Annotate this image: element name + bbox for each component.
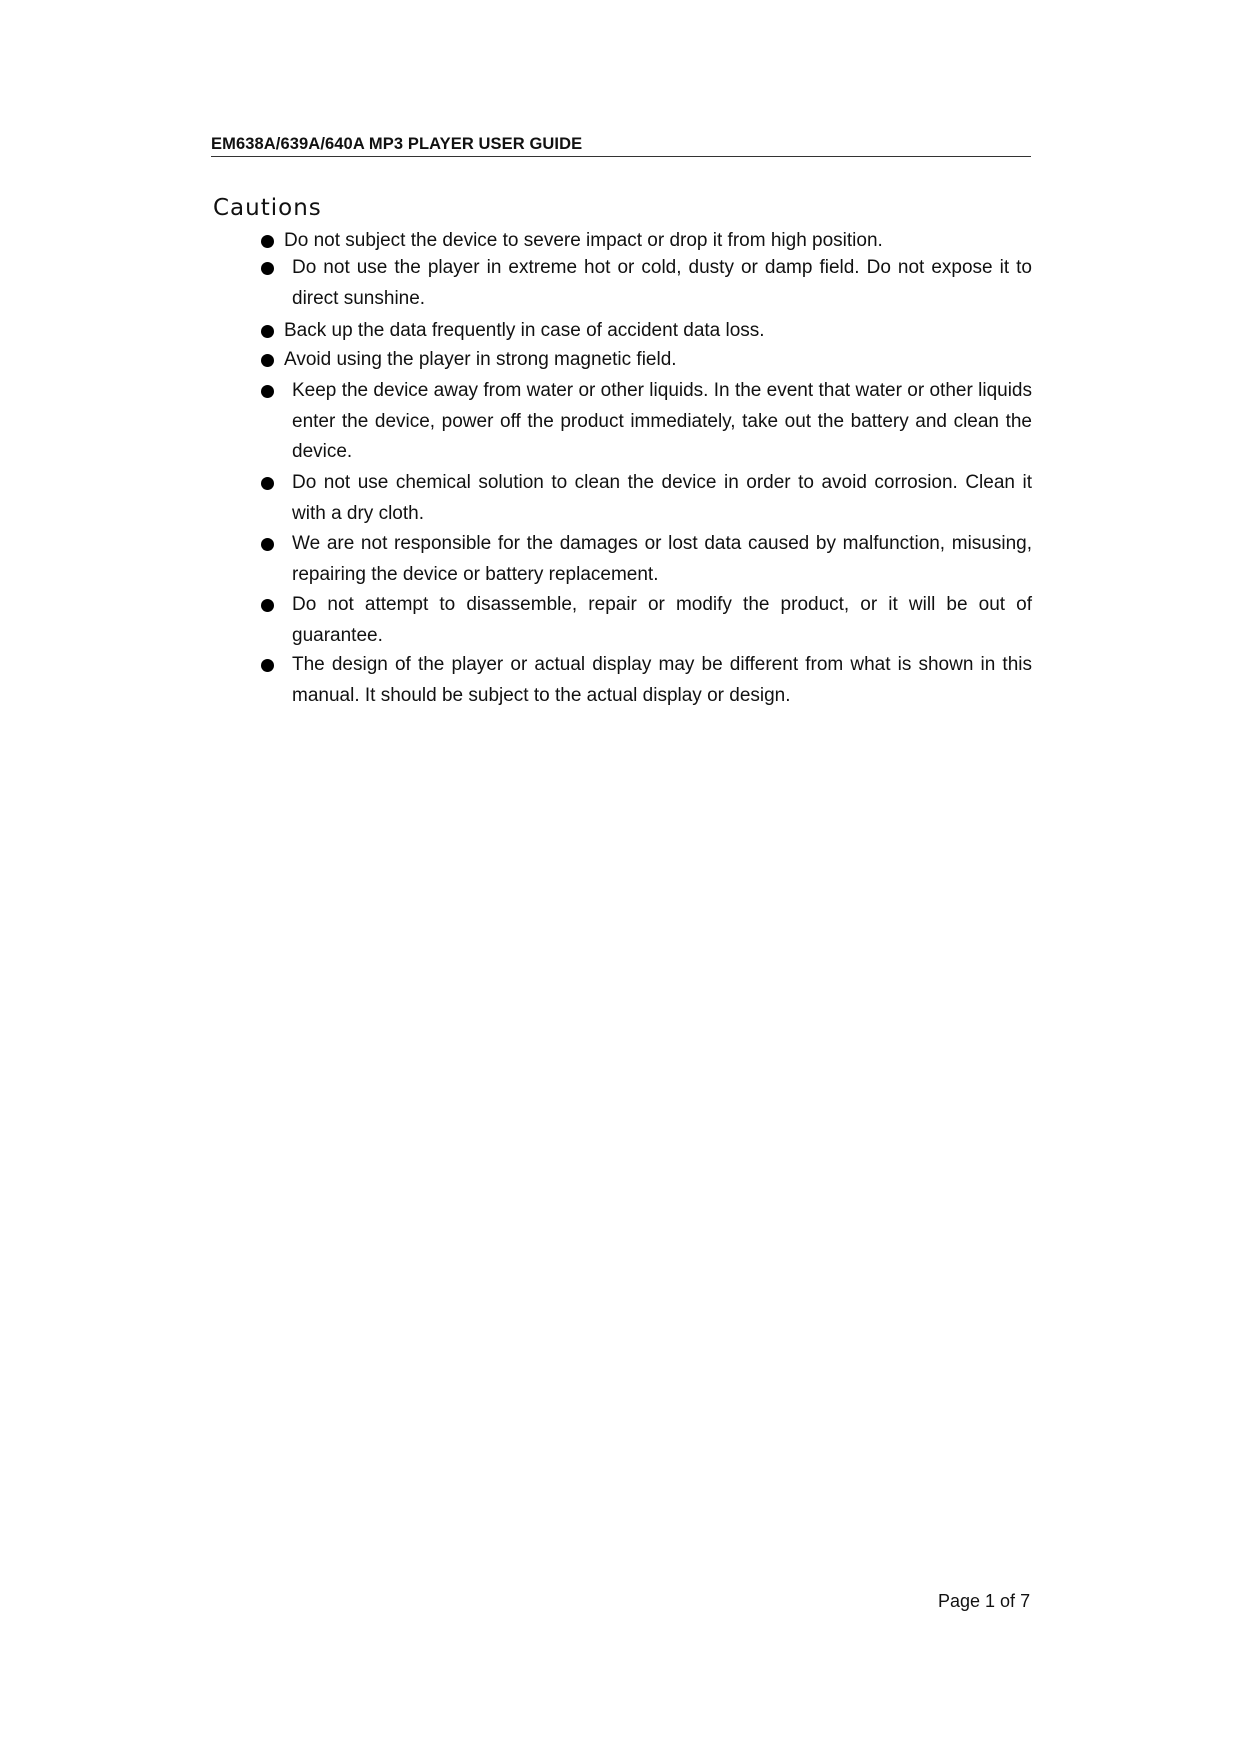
caution-text: Back up the data frequently in case of accident data loss. xyxy=(284,320,765,341)
page-number: Page 1 of 7 xyxy=(938,1591,1031,1611)
bullet-icon xyxy=(261,599,274,612)
bullet-icon xyxy=(261,477,274,490)
caution-text: The design of the player or actual display may be different from what is shown in this manual. It should be subject to the actual display or design. xyxy=(292,654,1032,706)
bullet-icon xyxy=(261,659,274,672)
bullet-icon xyxy=(261,538,274,551)
bullet-icon xyxy=(261,262,274,275)
page-header xyxy=(211,134,1031,157)
header-title: EM638A/639A/640A MP3 PLAYER USER GUIDE xyxy=(211,135,583,153)
caution-text: Do not use the player in extreme hot or cold, dusty or damp field. Do not expose it to direct sunshine. xyxy=(292,257,1032,309)
caution-text: Do not subject the device to severe impact or drop it from high position. xyxy=(284,230,883,251)
caution-text: Avoid using the player in strong magnetic field. xyxy=(284,349,677,370)
caution-text: Do not use chemical solution to clean the device in order to avoid corrosion. Clean it with a dry cloth. xyxy=(292,472,1032,524)
caution-text: We are not responsible for the damages or lost data caused by malfunction, misusing, repairing the device or battery replacement. xyxy=(292,533,1032,585)
caution-text: Keep the device away from water or other liquids. In the event that water or other liquids enter the device, power off the product immediately, take out the battery and clean the device. xyxy=(292,380,1032,462)
bullet-icon xyxy=(261,325,274,338)
section-title: Cautions xyxy=(213,195,322,221)
bullet-icon xyxy=(261,235,274,248)
bullet-icon xyxy=(261,354,274,367)
caution-text: Do not attempt to disassemble, repair or modify the product, or it will be out of guarantee. xyxy=(292,594,1032,646)
bullet-icon xyxy=(261,385,274,398)
